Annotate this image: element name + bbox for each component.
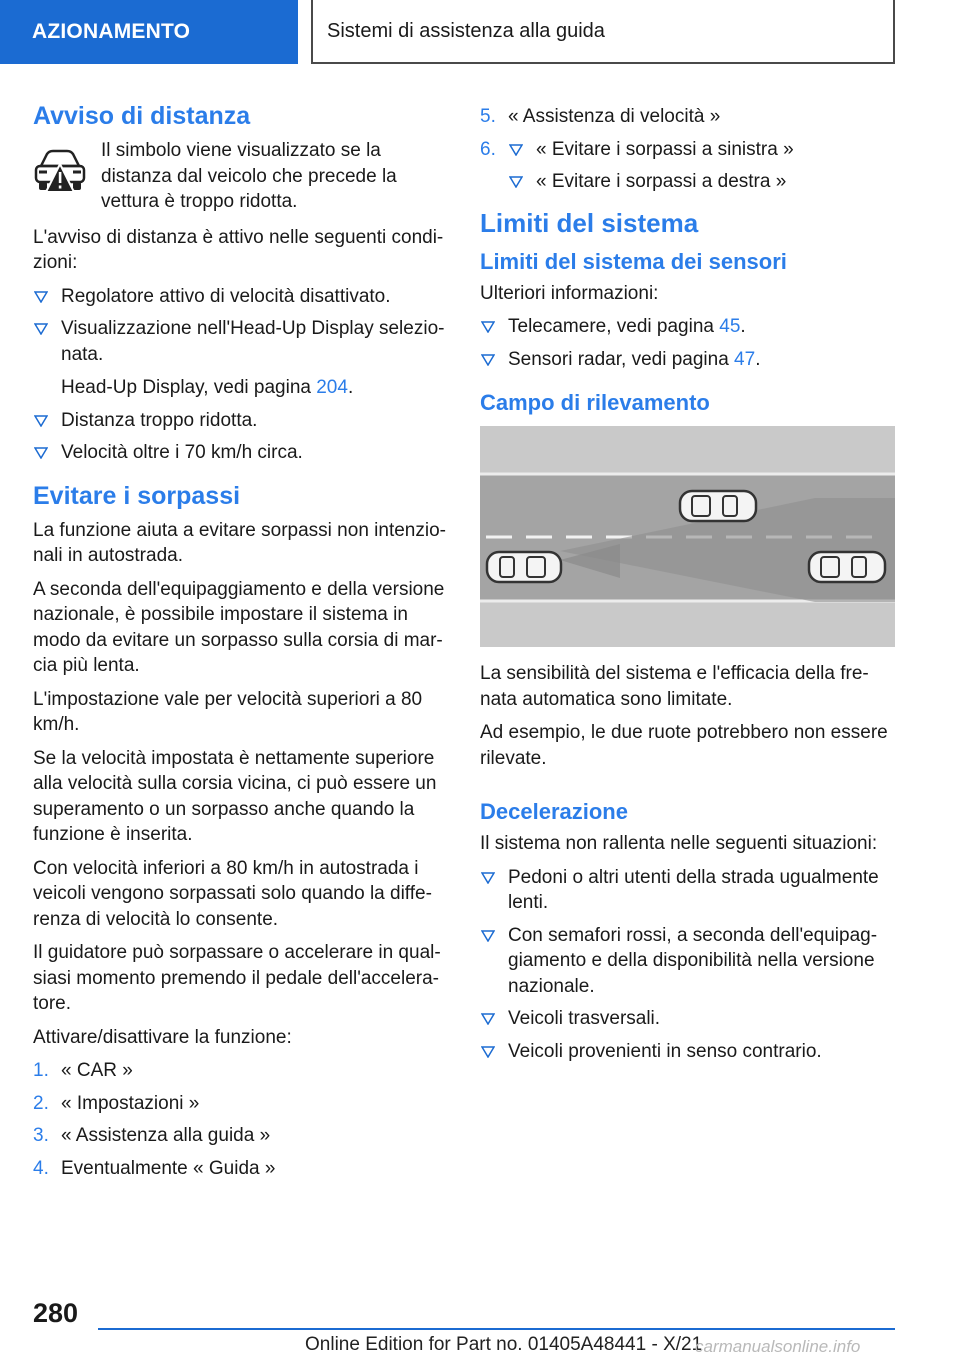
bullet-triangle-icon xyxy=(481,930,495,942)
list-item: Velocità oltre i 70 km/h circa. xyxy=(33,440,447,466)
option-item: « Evitare i sorpassi a sinistra » xyxy=(508,137,896,163)
list-item: Veicoli trasversali. xyxy=(480,1006,896,1032)
avviso-intro: L'avviso di distanza è attivo nelle seguenti condi-zioni: xyxy=(33,226,444,273)
option-item: « Evitare i sorpassi a destra » xyxy=(508,169,896,195)
list-item: Con semafori rossi, a seconda dell'equipag-giamento e della disponibilità nella versione nazionale. xyxy=(480,923,896,1000)
bullet-triangle-icon xyxy=(34,415,48,427)
footer-edition: Online Edition for Part no. 01405A48441 - X/21 xyxy=(305,1334,703,1355)
steps-list xyxy=(33,1058,447,1181)
car-front-adjacent-icon xyxy=(680,491,756,521)
step-item: 2. « Impostazioni » xyxy=(33,1092,200,1114)
page-link-47[interactable]: 47 xyxy=(734,348,756,370)
bullet-triangle-icon xyxy=(481,321,495,333)
paragraph: L'impostazione vale per velocità superiori a 80 km/h. xyxy=(33,688,423,735)
bullet-triangle-icon xyxy=(34,291,48,303)
detection-range-figure xyxy=(480,426,895,647)
warning-symbol-description: Il simbolo viene visualizzato se la distanza dal veicolo che precede la vettura è troppo ridotta. xyxy=(101,140,397,212)
list-item: Sensori radar, vedi pagina 47. xyxy=(480,347,896,373)
paragraph: Ad esempio, le due ruote potrebbero non essere rilevate. xyxy=(480,722,888,769)
footer-watermark: carmanualsonline.info xyxy=(695,1337,861,1356)
bullet-triangle-icon xyxy=(481,1046,495,1058)
heading-avviso-distanza: Avviso di distanza xyxy=(33,102,251,130)
heading-limiti-sistema: Limiti del sistema xyxy=(480,207,699,238)
hud-page-reference: Head-Up Display, vedi pagina 204. xyxy=(61,377,354,398)
decel-list xyxy=(480,865,896,1065)
heading-limiti-sensori: Limiti del sistema dei sensori xyxy=(480,248,787,274)
list-item: Veicoli provenienti in senso contrario. xyxy=(480,1039,896,1065)
refs-list xyxy=(480,314,896,372)
heading-decelerazione: Decelerazione xyxy=(480,799,628,824)
footer-divider xyxy=(98,1328,895,1330)
bullet-triangle-icon xyxy=(481,872,495,884)
step-item: 3. « Assistenza alla guida » xyxy=(33,1125,271,1146)
car-rear-icon xyxy=(487,552,561,582)
list-item: Pedoni o altri utenti della strada ugualmente lenti. xyxy=(480,865,896,916)
section-title: Sistemi di assistenza alla guida xyxy=(311,0,895,64)
list-item: Visualizzazione nell'Head-Up Display selezio-nata. Head-Up Display, vedi pagina 204. xyxy=(33,316,447,401)
list-item: Distanza troppo ridotta. xyxy=(33,408,447,434)
paragraph: Con velocità inferiori a 80 km/h in autostrada i veicoli vengono sorpassati solo quando la diffe-renza di velocità lo consente. xyxy=(33,857,432,930)
list-item: Regolatore attivo di velocità disattivato. xyxy=(33,284,447,310)
paragraph: Il guidatore può sorpassare o accelerare in qual-siasi momento premendo il pedale dell'accelera-tore. xyxy=(33,942,441,1014)
step-item: 1. « CAR » xyxy=(33,1060,133,1081)
detection-range-illustration xyxy=(480,426,895,647)
conditions-list xyxy=(33,284,447,466)
page-number: 280 xyxy=(33,1298,79,1328)
bullet-triangle-icon xyxy=(481,1013,495,1025)
warning-symbol-block xyxy=(33,138,447,215)
paragraph: Il sistema non rallenta nelle seguenti situazioni: xyxy=(480,833,878,854)
paragraph: Ulteriori informazioni: xyxy=(480,282,659,304)
bullet-triangle-icon xyxy=(509,144,523,156)
paragraph: Se la velocità impostata è nettamente superiore alla velocità sulla corsia vicina, ci può essere un superamento o un sorpasso anche quando la funzione è inserita. xyxy=(33,747,437,845)
step-item: 6. « Evitare i sorpassi a sinistra » « Evitare i sorpassi a destra » xyxy=(480,137,896,195)
list-item: Telecamere, vedi pagina 45. xyxy=(480,314,896,340)
step-item: 5. « Assistenza di velocità » xyxy=(480,106,721,127)
bullet-triangle-icon xyxy=(34,447,48,459)
heading-evitare-sorpassi: Evitare i sorpassi xyxy=(33,481,241,510)
step-item: 4. Eventualmente « Guida » xyxy=(33,1157,276,1179)
paragraph: La funzione aiuta a evitare sorpassi non intenzio-nali in autostrada. xyxy=(33,519,446,566)
page-link-45[interactable]: 45 xyxy=(719,316,741,337)
right-column xyxy=(480,104,896,1071)
bullet-triangle-icon xyxy=(481,354,495,366)
left-column xyxy=(33,100,447,1188)
chapter-tab: AZIONAMENTO xyxy=(0,0,298,64)
car-front-same-lane-icon xyxy=(809,552,885,582)
paragraph: Attivare/disattivare la funzione: xyxy=(33,1026,292,1048)
paragraph: La sensibilità del sistema e l'efficacia della fre-nata automatica sono limitate. xyxy=(480,663,869,710)
page-link-204[interactable]: 204 xyxy=(316,377,348,398)
distance-warning-car-icon xyxy=(33,144,87,198)
heading-campo-rilevamento: Campo di rilevamento xyxy=(480,390,710,415)
bullet-triangle-icon xyxy=(509,176,523,188)
steps-list-continued xyxy=(480,104,896,195)
paragraph: A seconda dell'equipaggiamento e della versione nazionale, è possibile impostare il sistema in modo da evitare un sorpasso sulla corsia di mar-cia più lenta. xyxy=(33,578,445,676)
bullet-triangle-icon xyxy=(34,323,48,335)
